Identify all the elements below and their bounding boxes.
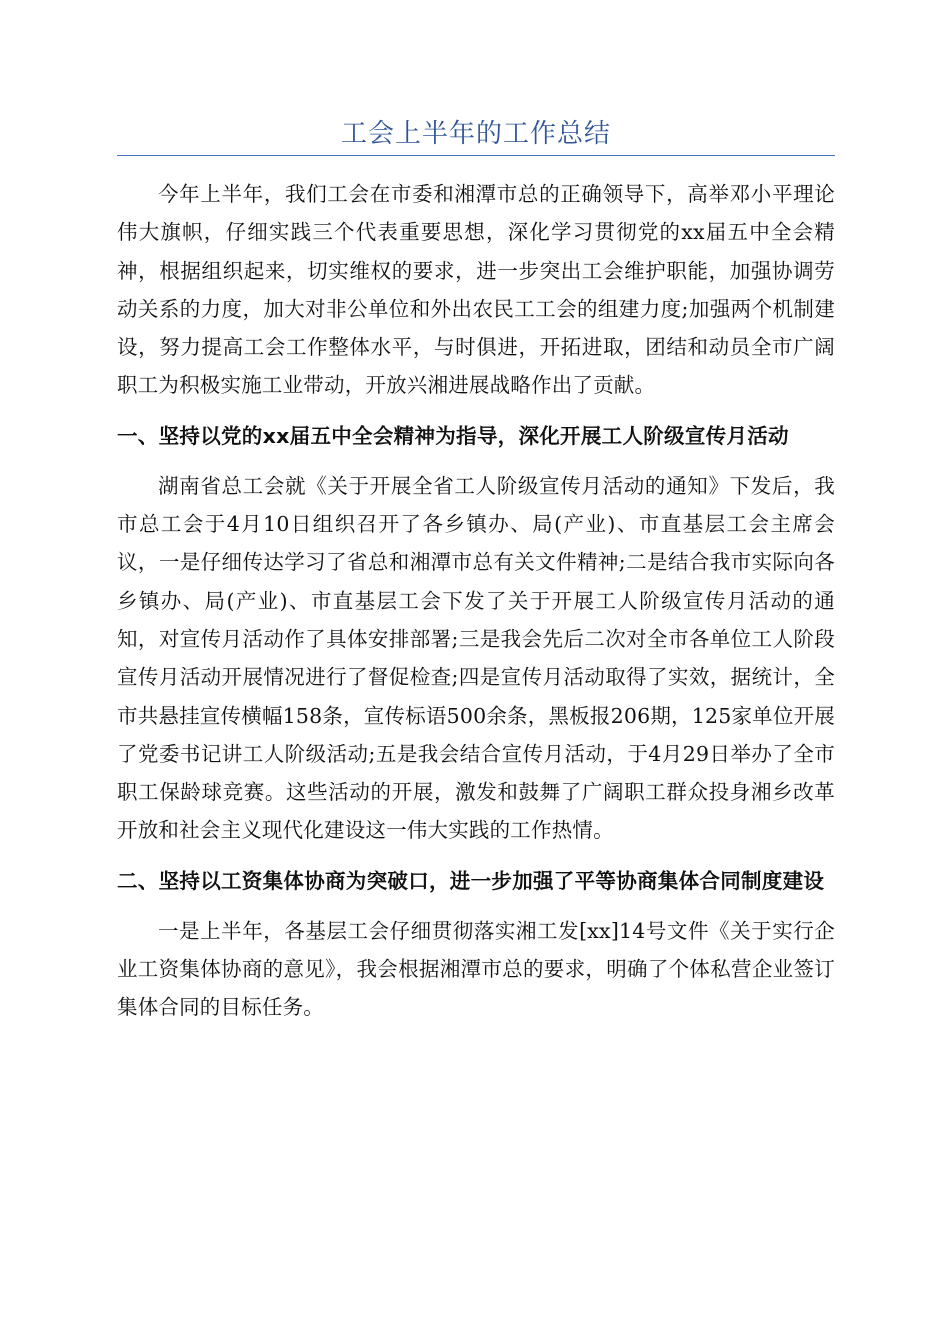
document-body (117, 175, 835, 1027)
document-title: 工会上半年的工作总结 (340, 119, 611, 149)
intro-paragraph: 今年上半年，我们工会在市委和湘潭市总的正确领导下，高举邓小平理论伟大旗帜，仔细实践三个代表重要思想，深化学习贯彻党的xx届五中全会精神，根据组织起来，切实维权的要求，进一步突出工会维护职能，加强协调劳动关系的力度，加大对非公单位和外出农民工工会的组建力度;加强两个机制建设，努力提高工会工作整体水平，与时俱进，开拓进取，团结和动员全市广阔职工为积极实施工业带动，开放兴湘进展战略作出了贡献。 (117, 182, 835, 398)
section-body-2: 一是上半年，各基层工会仔细贯彻落实湘工发[xx]14号文件《关于实行企业工资集体协商的意见》，我会根据湘潭市总的要求，明确了个体私营企业签订集体合同的目标任务。 (117, 918, 835, 1020)
title-underline (117, 155, 835, 156)
section-heading-2: 二、坚持以工资集体协商为突破口，进一步加强了平等协商集体合同制度建设 (117, 868, 825, 893)
section-heading-1: 一、坚持以党的xx届五中全会精神为指导，深化开展工人阶级宣传月活动 (117, 423, 789, 448)
section-body-1: 湖南省总工会就《关于开展全省工人阶级宣传月活动的通知》下发后，我市总工会于4月10日组织召开了各乡镇办、局(产业)、市直基层工会主席会议，一是仔细传达学习了省总和湘潭市总有关文件精神;二是结合我市实际向各乡镇办、局(产业)、市直基层工会下发了关于开展工人阶级宣传月活动的通知，对宣传月活动作了具体安排部署;三是我会先后二次对全市各单位工人阶段宣传月活动开展情况进行了督促检查;四是宣传月活动取得了实效，据统计，全市共悬挂宣传横幅158条，宣传标语500余条，黑板报206期，125家单位开展了党委书记讲工人阶级活动;五是我会结合宣传月活动，于4月29日举办了全市职工保龄球竞赛。这些活动的开展，激发和鼓舞了广阔职工群众投身湘乡改革开放和社会主义现代化建设这一伟大实践的工作热情。 (117, 473, 835, 843)
